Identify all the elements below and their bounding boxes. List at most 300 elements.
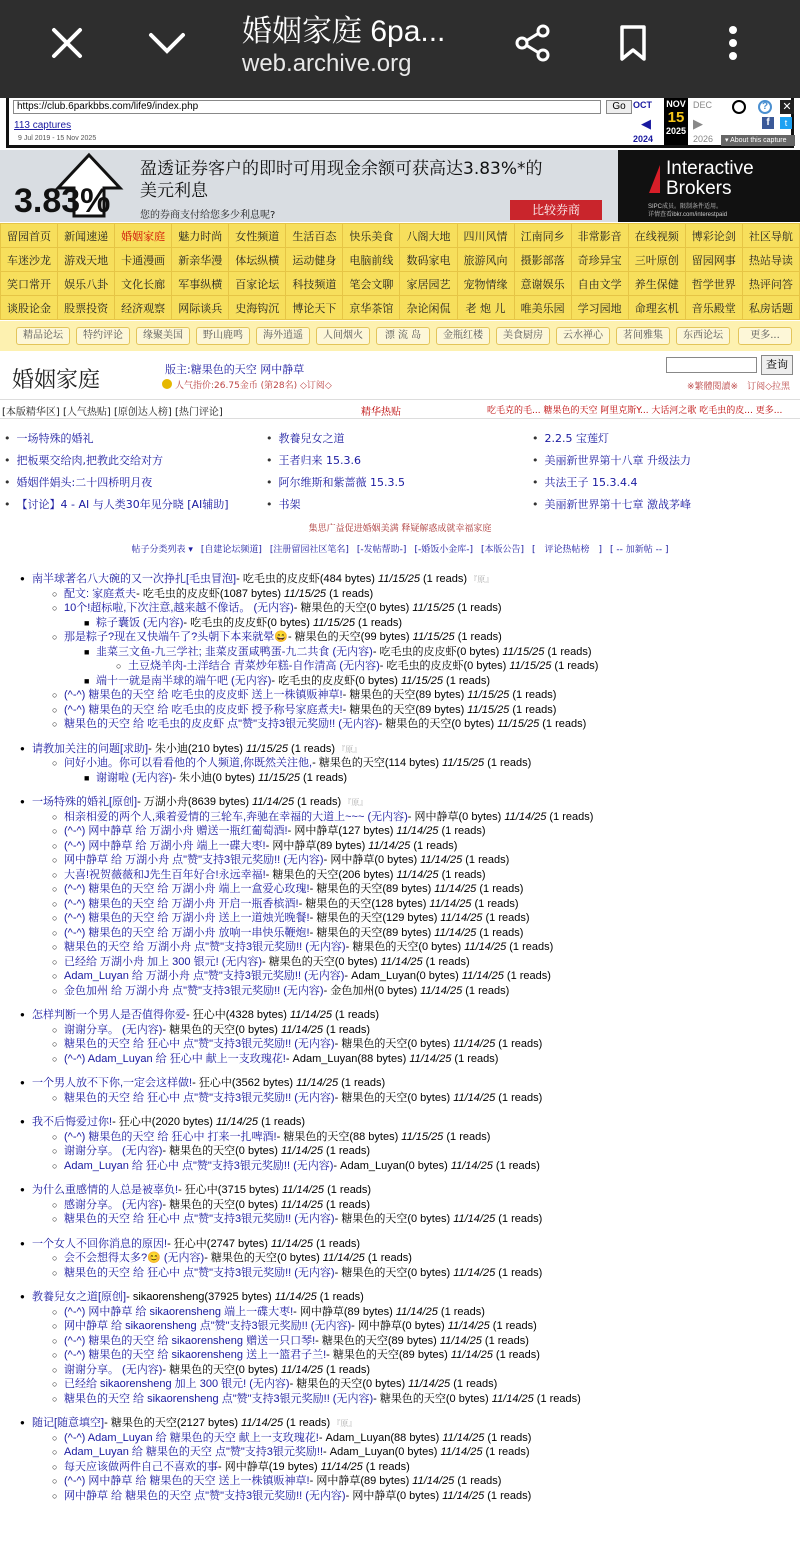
nav-item[interactable]: 家居园艺	[400, 272, 457, 296]
post-size: (89 bytes)	[415, 689, 468, 701]
nav-item[interactable]: 笔会文聊	[343, 272, 400, 296]
post-title[interactable]: 土豆烧羊肉-土洋结合 青菜炒年糕-自作清高 (无内容)	[128, 660, 380, 672]
nav-item[interactable]: 博论天下	[286, 296, 343, 320]
nav-item[interactable]: 宠物情缘	[457, 272, 514, 296]
nav-item[interactable]: 股票投资	[58, 296, 115, 320]
post-size: (0 bytes)	[458, 810, 505, 823]
post-author[interactable]: - 吃毛虫的皮皮虾	[136, 587, 220, 600]
post-reads: (1 reads)	[331, 1009, 380, 1021]
post-author[interactable]: - 糖果色的天空	[342, 689, 416, 701]
nav-item[interactable]: 网际谈兵	[172, 296, 229, 320]
post-author[interactable]: - Adam_Luyan	[285, 1052, 358, 1065]
reply-row	[20, 717, 800, 732]
post-author[interactable]: - 网中静草	[287, 825, 339, 837]
nav-item[interactable]: 电脑前线	[343, 248, 400, 272]
post-reads: (1 reads)	[442, 674, 491, 687]
bullet-icon: ○	[52, 985, 58, 996]
post-title[interactable]: 谢谢分享。 (无内容)	[64, 1023, 163, 1036]
post-title[interactable]: (^-^) 糖果色的天空 给 万湖小舟 端上一盒爱心玫瑰!	[64, 883, 310, 895]
post-title[interactable]: 糖果色的天空 给 sikaorensheng 点"赞"支持3银元奖励!! (无内容)	[64, 1392, 374, 1405]
post-reads: (1 reads)	[323, 1023, 371, 1036]
post-author[interactable]: - 狂心中	[178, 1184, 218, 1196]
post-title[interactable]: 一个女人不回你消息的原因!	[32, 1237, 168, 1250]
post-size: (89 bytes)	[415, 703, 468, 716]
ad-line1: 盈透证券客户的即时可用现金余额可获高达3.83%*的	[140, 159, 543, 179]
post-title[interactable]: 会不会想得太多?😊 (无内容)	[64, 1252, 205, 1264]
nav-item[interactable]: 婚姻家庭	[115, 224, 172, 248]
post-title[interactable]: (^-^) 网中静草 给 糖果色的天空 送上一株镇贩神草!	[64, 1475, 310, 1487]
nav-item[interactable]: 非常影音	[571, 224, 628, 248]
nav-item[interactable]: 经济观察	[115, 296, 172, 320]
post-author[interactable]: - 糖果色的天空	[309, 926, 383, 939]
highlight-link[interactable]	[266, 474, 405, 490]
post-author[interactable]: - 狂心中	[112, 1116, 152, 1128]
post-author[interactable]: - 朱小迪	[172, 771, 213, 784]
sub-nav-item[interactable]: 海外逍遥	[256, 327, 310, 345]
post-author[interactable]: - 网中静草	[265, 839, 317, 852]
post-size: (0 bytes)	[235, 1023, 281, 1036]
bullet-icon: ○	[52, 1476, 58, 1486]
post-author[interactable]: - 糖果色的天空	[345, 941, 419, 953]
hot-posts-list[interactable]: 吃毛克的毛... 糖果色的天空 阿里克斯Y... 大话河之歌 吃毛虫的皮... 更多...	[487, 406, 783, 416]
post-title[interactable]: Adam_Luyan 给 糖果色的天空 点"赞"支持3银元奖励!!	[64, 1446, 324, 1458]
highlight-link[interactable]	[532, 474, 637, 490]
post-title[interactable]: (^-^) 糖果色的天空 给 万湖小舟 放响一串快乐鞭炮!	[64, 926, 310, 939]
post-date: 11/15/25	[502, 645, 545, 658]
post-author[interactable]: - 糖果色的天空	[162, 1363, 236, 1376]
post-title[interactable]: (^-^) 网中静草 给 sikaorensheng 端上一碟大枣!	[64, 1305, 294, 1318]
captures-link[interactable]: 113 captures	[14, 120, 72, 131]
sub-nav-item[interactable]: 漂 流 岛	[376, 327, 430, 345]
post-title[interactable]: 端十一就是南半球的端午吧 (无内容)	[96, 674, 272, 687]
post-title[interactable]: 谢谢分享。 (无内容)	[64, 1145, 163, 1157]
bullet-icon: ●	[20, 1418, 25, 1427]
post-date: 11/14/25	[420, 854, 463, 866]
nav-item[interactable]: 博彩论剑	[685, 224, 742, 248]
post-author[interactable]: - Adam_Luyan	[344, 970, 416, 982]
about-capture-button[interactable]: ▾ About this capture	[721, 135, 795, 146]
post-title[interactable]: 已经给 万湖小舟 加上 300 银元! (无内容)	[64, 955, 263, 968]
post-title[interactable]: (^-^) 网中静草 给 万湖小舟 赠送一瓶红葡萄酒!	[64, 825, 288, 837]
post-title[interactable]: 请教加关注的问题[求助]	[32, 742, 149, 755]
sub-nav-item[interactable]: 精品论坛	[16, 327, 70, 345]
post-author[interactable]: - 糖果色的天空	[309, 883, 383, 895]
post-author[interactable]: - 糖果色的天空	[312, 757, 385, 769]
forum-popularity	[162, 378, 332, 391]
post-size: (4328 bytes)	[225, 1009, 290, 1021]
highlight-link-label[interactable]: 王者归来 15.3.6	[278, 454, 361, 467]
post-date: 11/14/25	[296, 1077, 339, 1089]
nav-item[interactable]: 谈股论金	[1, 296, 58, 320]
post-size: (3562 bytes)	[231, 1077, 297, 1089]
post-date: 11/14/25	[453, 1038, 496, 1050]
post-title[interactable]: (^-^) 糖果色的天空 给 sikaorensheng 赠送一只口琴!	[64, 1334, 316, 1347]
help-icon[interactable]: ?	[758, 100, 772, 114]
post-title[interactable]: 糖果色的天空 给 万湖小舟 点"赞"支持3银元奖励!! (无内容)	[64, 941, 346, 953]
toolbar-link[interactable]: [注册留园社区笔名]	[269, 545, 349, 555]
post-author[interactable]: - Adam_Luyan	[333, 1159, 405, 1172]
post-author[interactable]: - 万湖小舟	[137, 796, 188, 808]
toolbar-link[interactable]: [自建论坛频道]	[200, 545, 262, 555]
nav-item[interactable]: 新亲华漫	[172, 248, 229, 272]
post-author[interactable]: - 糖果色的天空	[265, 868, 339, 881]
nav-item[interactable]: 百家论坛	[229, 272, 286, 296]
facebook-icon[interactable]: f	[762, 117, 774, 129]
toolbar-link[interactable]: [本版公告]	[480, 545, 525, 555]
post-title[interactable]: 谢谢分享。 (无内容)	[64, 1363, 163, 1376]
bullet-icon: ○	[116, 661, 122, 671]
toolbar-link[interactable]: [-婚饭小金库-]	[414, 545, 473, 555]
nav-item[interactable]: 社区导航	[742, 224, 799, 248]
nav-item[interactable]: 热评问答	[742, 272, 799, 296]
post-title[interactable]: 糖果色的天空 给 狂心中 点"赞"支持3银元奖励!! (无内容)	[64, 1091, 335, 1104]
nav-item[interactable]: 命理玄机	[628, 296, 685, 320]
nav-item[interactable]: 卡通漫画	[115, 248, 172, 272]
post-title[interactable]: (^-^) 糖果色的天空 给 狂心中 打来一扎啤酒!	[64, 1130, 277, 1143]
highlight-link[interactable]	[532, 452, 691, 468]
post-title[interactable]: 糖果色的天空 给 吃毛虫的皮皮虾 点"赞"支持3银元奖励!! (无内容)	[64, 718, 379, 730]
highlight-link[interactable]	[4, 452, 163, 468]
nav-item[interactable]: 游戏天地	[58, 248, 115, 272]
post-author[interactable]: - 吃毛虫的皮皮虾	[271, 674, 356, 687]
bullet-icon: ○	[52, 1393, 58, 1404]
ad-fine-2: 详情查看ibkr.com/interestpaid	[648, 212, 728, 218]
nav-item[interactable]: 老 炮 儿	[457, 296, 514, 320]
post-title[interactable]: 网中静草 给 糖果色的天空 点"赞"支持3银元奖励!! (无内容)	[64, 1489, 346, 1502]
post-title[interactable]: 一个男人放不下你,一定会这样做!	[32, 1077, 193, 1089]
post-date: 11/14/25	[368, 839, 411, 852]
post-author[interactable]: - 吃毛虫的皮皮虾	[183, 616, 268, 629]
bullet-icon: ●	[20, 1010, 25, 1019]
nav-item[interactable]: 运动健身	[286, 248, 343, 272]
sub-nav-item[interactable]: 更多...	[738, 327, 792, 345]
post-author[interactable]: - 糖果色的天空	[293, 602, 367, 614]
close-icon[interactable]	[42, 18, 92, 68]
nav-item[interactable]: 京华茶馆	[343, 296, 400, 320]
highlight-link[interactable]	[532, 496, 691, 512]
chevron-down-icon[interactable]	[142, 18, 192, 68]
post-title[interactable]: 金色加州 给 万湖小舟 点"赞"支持3银元奖励!! (无内容)	[64, 984, 324, 997]
highlight-link-label[interactable]: 把板栗交给肉,把教此交给对方	[16, 454, 163, 467]
sub-nav-item[interactable]: 东西论坛	[676, 327, 730, 345]
user-icon[interactable]	[732, 100, 746, 114]
post-author[interactable]: - 糖果色的天空	[162, 1145, 236, 1157]
nav-item[interactable]: 在线视频	[628, 224, 685, 248]
nav-item[interactable]: 哲学世界	[685, 272, 742, 296]
post-title[interactable]: 为什么重感情的人总是被辜负!	[32, 1184, 179, 1196]
post-author[interactable]: - 糖果色的天空	[276, 1130, 350, 1143]
ad-brand-panel[interactable]	[618, 150, 800, 222]
current-capture	[664, 98, 688, 145]
post-title[interactable]: (^-^) 网中静草 给 万湖小舟 端上一碟大枣!	[64, 839, 266, 852]
nav-item[interactable]: 留园首页	[1, 224, 58, 248]
post-date: 11/14/25	[396, 825, 439, 837]
highlight-link[interactable]	[4, 430, 94, 446]
post-title[interactable]: 怎样判断一个男人是否值得你爱	[32, 1009, 186, 1021]
moderators[interactable]: 版主:糖果色的天空 网中静草	[165, 363, 305, 376]
post-author[interactable]: - 糖果色的天空	[162, 1198, 236, 1211]
highlight-link-label[interactable]: 美丽新世界第十八章 升级法力	[544, 454, 691, 467]
post-author[interactable]: - 网中静草	[351, 1320, 402, 1332]
nav-item[interactable]: 意谢娱乐	[514, 272, 571, 296]
post-title[interactable]: 粽子囊饭 (无内容)	[96, 616, 184, 629]
post-title[interactable]: (^-^) 糖果色的天空 给 吃毛虫的皮皮虾 授予称号家庭煮夫!	[64, 703, 343, 716]
post-author[interactable]: - 糖果色的天空	[262, 955, 335, 968]
post-title[interactable]: (^-^) 糖果色的天空 给 万湖小舟 送上一道烛光晚餐!	[64, 912, 310, 924]
highlight-link-label[interactable]: 书架	[278, 498, 301, 511]
post-title[interactable]: 糖果色的天空 给 狂心中 点"赞"支持3银元奖励!! (无内容)	[64, 1266, 335, 1279]
post-title[interactable]: 一场特殊的婚礼[原创]	[32, 796, 138, 808]
capture-range: 9 Jul 2019 - 15 Nov 2025	[18, 135, 97, 142]
thread	[20, 795, 800, 998]
post-title[interactable]: 南半球著名八大碗的又一次挣扎[毛虫冒泡]	[32, 573, 237, 585]
post-author[interactable]: - sikaorensheng	[126, 1291, 205, 1303]
highlight-link-label[interactable]: 教養兒女之道	[278, 432, 345, 445]
nav-item[interactable]: 学习园地	[571, 296, 628, 320]
post-author[interactable]: - 狂心中	[192, 1077, 232, 1089]
nav-item[interactable]: 三叶原创	[628, 248, 685, 272]
post-title[interactable]: 大喜!祝贺薇薇和J先生百年好合!永远幸福!	[64, 868, 266, 881]
nav-item[interactable]: 私房话题	[742, 296, 799, 320]
more-icon[interactable]	[708, 18, 758, 68]
highlight-link-label[interactable]: 【讨论】4 - AI 与人类30年见分晓 [AI辅助]	[16, 498, 229, 511]
post-title[interactable]: (^-^) Adam_Luyan 给 糖果色的天空 献上一支玫瑰花!	[64, 1431, 319, 1444]
post-size: (0 bytes)	[366, 602, 413, 614]
post-title[interactable]: (^-^) Adam_Luyan 给 狂心中 献上一支玫瑰花!	[64, 1052, 286, 1065]
go-button[interactable]: Go	[606, 100, 632, 114]
nav-item[interactable]: 数码家电	[400, 248, 457, 272]
post-size: (2020 bytes)	[151, 1116, 216, 1128]
prev-month[interactable]: OCT	[633, 100, 652, 110]
post-title[interactable]: 谢谢啦 (无内容)	[96, 771, 173, 784]
post-author[interactable]: - 网中静草	[309, 1475, 361, 1487]
post-author[interactable]: - 朱小迪	[148, 742, 188, 755]
post-size: (114 bytes)	[384, 757, 443, 769]
post-title[interactable]: 10个!超标啦,下次注意,越来越不像话。 (无内容)	[64, 602, 294, 614]
nav-item[interactable]: 摄影部落	[514, 248, 571, 272]
post-reads: (1 reads)	[338, 1077, 386, 1089]
post-author[interactable]: - 金色加州	[323, 984, 375, 997]
post-author[interactable]: - 糖果色的天空	[378, 718, 452, 730]
highlight-link-label[interactable]: 婚姻伴娟头:二十四桥明月夜	[16, 476, 153, 489]
nav-item[interactable]: 史海钩沉	[229, 296, 286, 320]
sub-nav-item[interactable]: 缘聚美国	[136, 327, 190, 345]
nav-item[interactable]: 热站导读	[742, 248, 799, 272]
post-size: (0 bytes)	[212, 771, 258, 784]
sub-nav-item[interactable]: 茗间雅集	[616, 327, 670, 345]
highlight-link-label[interactable]: 2.2.5 宝莲灯	[544, 432, 609, 445]
post-author[interactable]: - 糖果色的天空	[298, 897, 372, 910]
post-title[interactable]: 教養兒女之道[原创]	[32, 1291, 127, 1303]
post-author[interactable]: - 糖果色的天空	[334, 1266, 408, 1279]
post-author[interactable]: - 糖果色的天空	[287, 631, 361, 643]
post-author[interactable]: - 糖果色的天空	[334, 1038, 408, 1050]
nav-item[interactable]: 体坛纵横	[229, 248, 286, 272]
nav-item[interactable]: 自由文学	[571, 272, 628, 296]
post-size: (0 bytes)	[374, 984, 421, 997]
post-reads: (1 reads)	[454, 602, 502, 614]
nav-item[interactable]: 车迷沙龙	[1, 248, 58, 272]
highlight-link[interactable]	[266, 430, 345, 446]
nav-item[interactable]: 科技频道	[286, 272, 343, 296]
post-reads: (1 reads)	[492, 1349, 540, 1361]
toolbar-link[interactable]: [-发帖帮助-]	[356, 545, 407, 555]
sub-nav-item[interactable]: 人间烟火	[316, 327, 370, 345]
nav-item[interactable]: 娱乐八卦	[58, 272, 115, 296]
post-author[interactable]: - 狂心中	[167, 1237, 207, 1250]
post-title[interactable]: 糖果色的天空 给 狂心中 点"赞"支持3银元奖励!! (无内容)	[64, 1038, 335, 1050]
ad-rate: 3.83%	[14, 182, 111, 220]
post-author[interactable]: - 糖果色的天空	[342, 703, 416, 716]
nav-item[interactable]: 魅力时尚	[172, 224, 229, 248]
post-author[interactable]: - 吃毛虫的皮皮虾	[379, 660, 464, 672]
nav-item[interactable]: 文化长廊	[115, 272, 172, 296]
post-title[interactable]: 我不后悔爱过你!	[32, 1116, 113, 1128]
highlight-link[interactable]	[532, 430, 609, 446]
post-title[interactable]: 已经给 sikaorensheng 加上 300 银元! (无内容)	[64, 1378, 290, 1390]
forum-name: 婚姻家庭	[12, 368, 101, 393]
post-author[interactable]: - 糖果色的天空	[373, 1392, 446, 1405]
nav-item[interactable]: 旅游风向	[457, 248, 514, 272]
post-author[interactable]: - Adam_Luyan	[318, 1431, 391, 1444]
post-title[interactable]: (^-^) 糖果色的天空 给 万湖小舟 开启一瓶香槟酒!	[64, 897, 299, 910]
post-author[interactable]: - 网中静草	[323, 854, 375, 866]
post-author[interactable]: - 网中静草	[218, 1460, 269, 1473]
post-title[interactable]: 网中静草 给 万湖小舟 点"赞"支持3银元奖励!! (无内容)	[64, 854, 324, 866]
post-author[interactable]: - 吃毛虫的皮皮虾	[372, 645, 457, 658]
nav-item[interactable]: 生活百态	[286, 224, 343, 248]
nav-item[interactable]: 留园网事	[685, 248, 742, 272]
post-title[interactable]: (^-^) 糖果色的天空 给 吃毛虫的皮皮虾 送上一株镇贩神草!	[64, 689, 343, 701]
sub-nav-item[interactable]: 美食厨房	[496, 327, 550, 345]
post-date: 11/15/25	[377, 573, 420, 585]
post-author[interactable]: - 网中静草	[293, 1305, 344, 1318]
bullet-icon: ○	[52, 1214, 58, 1224]
post-title[interactable]: 那是粽子?现在又快端午了?头朝下本来就晕😄	[64, 631, 288, 643]
prev-capture-icon[interactable]: ◀	[641, 116, 651, 131]
nav-item[interactable]: 唯美乐园	[514, 296, 571, 320]
share-icon[interactable]	[508, 18, 558, 68]
post-author[interactable]: - 糖果色的天空	[315, 1334, 388, 1347]
sub-nav-item[interactable]: 云水禅心	[556, 327, 610, 345]
post-author[interactable]: - 糖果色的天空	[162, 1023, 236, 1036]
reply-row	[20, 1251, 800, 1266]
nav-item[interactable]: 快乐美食	[343, 224, 400, 248]
post-author[interactable]: - 糖果色的天空	[204, 1252, 277, 1264]
post-title[interactable]: 感谢分享。 (无内容)	[64, 1198, 163, 1211]
nav-item[interactable]: 江南同乡	[514, 224, 571, 248]
post-title[interactable]: 相亲相爱的两个人,乘着爱情的三轮车,奔驰在幸福的大道上~~~ (无内容)	[64, 810, 408, 823]
post-author[interactable]: - 糖果色的天空	[309, 912, 383, 924]
post-title[interactable]: 韭菜三文鱼-九三学社; 韭菜皮蛋咸鸭蛋-九二共食 (无内容)	[96, 645, 373, 658]
post-author[interactable]: - 糖果色的天空	[334, 1091, 408, 1104]
post-title[interactable]: (^-^) 糖果色的天空 给 sikaorensheng 送上一篮君子兰!	[64, 1349, 327, 1361]
post-size: (128 bytes)	[371, 897, 430, 910]
post-title[interactable]: 随记[随意填空]	[32, 1417, 105, 1429]
highlight-link[interactable]	[266, 496, 301, 512]
prev-year[interactable]: 2024	[633, 134, 654, 144]
bullet-icon: ○	[52, 1253, 58, 1263]
post-title[interactable]: Adam_Luyan 给 万湖小舟 点"赞"支持3银元奖励!! (无内容)	[64, 970, 345, 982]
post-title[interactable]: 网中静草 给 sikaorensheng 点"赞"支持3银元奖励!! (无内容)	[64, 1320, 352, 1332]
brand-name-2: Brokers	[666, 178, 732, 199]
post-title[interactable]: 每天应该做两件自己不喜欢的事	[64, 1460, 218, 1473]
ad-subline: 您的券商支付给您多少利息呢?	[140, 210, 276, 221]
post-size: (127 bytes)	[338, 825, 397, 837]
nav-item[interactable]: 女性频道	[229, 224, 286, 248]
sub-nav-item[interactable]: 金瓶红楼	[436, 327, 490, 345]
post-author[interactable]: - 网中静草	[407, 810, 459, 823]
twitter-icon[interactable]: t	[780, 117, 792, 129]
post-author[interactable]: - 网中静草	[345, 1489, 397, 1502]
highlight-link-label[interactable]: 共法王子 15.3.4.4	[544, 476, 638, 489]
highlight-link-label[interactable]: 一场特殊的婚礼	[16, 432, 94, 445]
post-date: 11/14/25	[241, 1417, 284, 1429]
nav-item[interactable]: 军事纵横	[172, 272, 229, 296]
sub-nav-item[interactable]: 野山鹿鸣	[196, 327, 250, 345]
post-title[interactable]: Adam_Luyan 给 狂心中 点"赞"支持3银元奖励!! (无内容)	[64, 1159, 334, 1172]
post-author[interactable]: - 狂心中	[186, 1009, 226, 1021]
highlight-link[interactable]	[4, 474, 152, 490]
highlight-link-label[interactable]: 阿尔维斯和紫蔷薇 15.3.5	[278, 476, 405, 489]
highlight-link-label[interactable]: 美丽新世界第十七章 激战茅峰	[544, 498, 691, 511]
search-input[interactable]	[666, 357, 757, 373]
thread-list	[20, 572, 800, 1513]
post-author[interactable]: - 糖果色的天空	[326, 1349, 399, 1361]
post-title[interactable]: 配文: 家庭煮夫	[64, 587, 137, 600]
next-year: 2026	[693, 134, 714, 144]
forum-links[interactable]: ※繁體閱讀※ 订阅◇拉黑	[686, 382, 790, 392]
thread-title-row	[20, 1237, 800, 1252]
highlight-link[interactable]	[4, 496, 229, 512]
post-date: 11/15/25	[257, 771, 300, 784]
nav-item[interactable]: 新闻速递	[58, 224, 115, 248]
wayback-url-input[interactable]: https://club.6parkbbs.com/life9/index.php	[13, 100, 601, 114]
highlight-link[interactable]	[266, 452, 361, 468]
nav-item[interactable]: 养生保健	[628, 272, 685, 296]
board-links[interactable]: [本版精华区] [人气热贴] [原创达人榜] [热门评论]	[2, 407, 223, 418]
bullet-icon: ●	[20, 1117, 25, 1126]
nav-item[interactable]: 杂论闲侃	[400, 296, 457, 320]
reply-row	[20, 810, 800, 825]
toolbar-link[interactable]: [ -- 加新帖 -- ]	[610, 545, 669, 555]
sub-nav-item[interactable]: 特约评论	[76, 327, 130, 345]
nav-item[interactable]: 奇珍异宝	[571, 248, 628, 272]
bookmark-icon[interactable]	[608, 18, 658, 68]
nav-item[interactable]: 四川风情	[457, 224, 514, 248]
toolbar-link[interactable]: [ 评论热帖榜 ]	[532, 545, 603, 555]
post-reads: (1 reads)	[323, 1145, 371, 1157]
close-wayback-icon[interactable]: ✕	[780, 100, 794, 114]
original-badge: 『原』	[341, 798, 368, 807]
post-author[interactable]: - 糖果色的天空	[289, 1378, 363, 1390]
post-author[interactable]: - 糖果色的天空	[104, 1417, 177, 1429]
nav-item[interactable]: 笑口常开	[1, 272, 58, 296]
post-title[interactable]: 糖果色的天空 给 狂心中 点"赞"支持3银元奖励!! (无内容)	[64, 1213, 335, 1225]
toolbar-link[interactable]: 帖子分类列表 ▾	[131, 545, 193, 555]
post-author[interactable]: - 吃毛虫的皮皮虾	[236, 573, 320, 585]
post-author[interactable]: - 糖果色的天空	[334, 1213, 408, 1225]
bullet-icon: ○	[52, 1131, 58, 1142]
nav-item[interactable]: 音乐殿堂	[685, 296, 742, 320]
compare-brokers-button[interactable]: 比较券商	[510, 200, 602, 220]
post-size: (89 bytes)	[382, 926, 435, 939]
search-button[interactable]: 查询	[761, 355, 793, 375]
nav-item[interactable]: 八阁大地	[400, 224, 457, 248]
post-author[interactable]: - Adam_Luyan	[323, 1446, 395, 1458]
post-title[interactable]: 问好小迪。你可以看看他的个人频道,你既然关注他,	[64, 757, 313, 769]
post-date: 11/14/25	[434, 926, 477, 939]
